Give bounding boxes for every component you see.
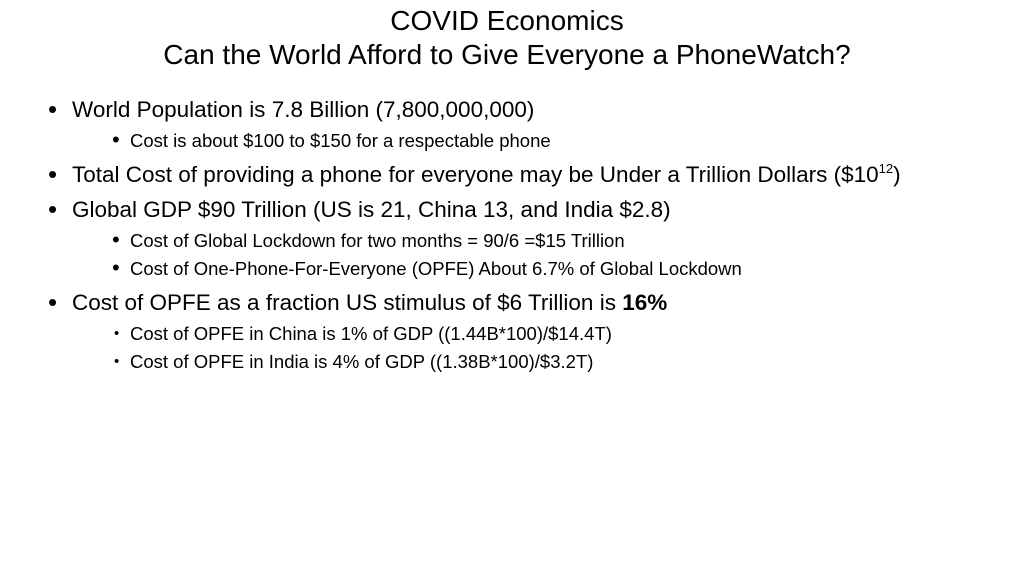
bullet-global-gdp (46, 196, 1006, 223)
bullet-text: Global GDP $90 Trillion (US is 21, China 13, and India $2.8) (72, 197, 671, 222)
bullet-opfe-stimulus (46, 289, 1006, 316)
sub-bullet-icon: • (112, 227, 120, 252)
sub-bullet-icon: • (112, 255, 120, 280)
sub-bullet-text: Cost of One-Phone-For-Everyone (OPFE) About 6.7% of Global Lockdown (130, 258, 742, 279)
bullet-text-before: Total Cost of providing a phone for everyone may be Under a Trillion Dollars ($10 (72, 162, 879, 187)
slide-title (0, 4, 1014, 72)
sub-bullet-lockdown-cost (110, 229, 1006, 253)
sub-bullet-text: Cost of Global Lockdown for two months = 90/6 =$15 Trillion (130, 230, 625, 251)
sub-bullet-india (110, 350, 1006, 374)
sub-bullet-china (110, 322, 1006, 346)
bullet-text: Cost of OPFE as a fraction US stimulus of $6 Trillion is (72, 290, 623, 315)
sub-bullet-text: Cost of OPFE in China is 1% of GDP ((1.44B*100)/$14.4T) (130, 323, 612, 344)
title-line-1: COVID Economics (390, 5, 624, 36)
bullet-text: World Population is 7.8 Billion (7,800,000,000) (72, 97, 535, 122)
bullet-superscript: 12 (878, 161, 894, 176)
sub-bullet-opfe-share (110, 257, 1006, 281)
bullet-icon: • (48, 287, 58, 317)
bullet-icon: • (48, 94, 58, 124)
sub-bullet-text: Cost is about $100 to $150 for a respectable phone (130, 130, 551, 151)
bullet-population (46, 96, 1006, 123)
bullet-bold-percent: 16% (622, 290, 668, 315)
title-line-2: Can the World Afford to Give Everyone a PhoneWatch? (163, 39, 851, 70)
sub-bullet-icon: • (112, 127, 120, 152)
bullet-icon: • (48, 194, 58, 224)
bullet-total-cost (46, 161, 1006, 188)
sub-bullet-phone-cost (110, 129, 1006, 153)
sub-bullet-icon: • (114, 353, 120, 370)
bullet-text-after: ) (893, 162, 901, 187)
sub-bullet-icon: • (114, 325, 120, 342)
sub-bullet-text: Cost of OPFE in India is 4% of GDP ((1.38B*100)/$3.2T) (130, 351, 594, 372)
bullet-list (46, 96, 1006, 378)
bullet-icon: • (48, 159, 58, 189)
